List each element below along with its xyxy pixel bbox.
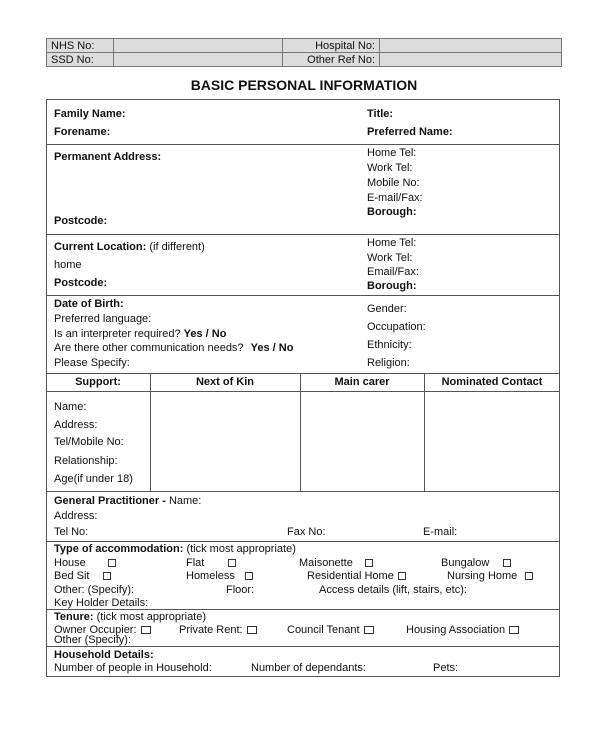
gp-fax-label: Fax No:	[287, 526, 326, 538]
next-of-kin-header: Next of Kin	[195, 376, 255, 388]
gender-label: Gender:	[367, 303, 407, 315]
ethnicity-label: Ethnicity:	[367, 339, 412, 351]
other-ref-no-field[interactable]	[380, 53, 562, 67]
residential-home-label: Residential Home	[307, 570, 394, 582]
current-location-label: Current Location:	[54, 241, 147, 253]
interpreter-question: Is an interpreter required?	[54, 328, 181, 340]
home-label: home	[54, 259, 82, 271]
flat-label: Flat	[186, 557, 205, 569]
nursing-home-label: Nursing Home	[447, 570, 518, 582]
homeless-label: Homeless	[186, 570, 235, 582]
gp-label: General Practitioner -	[54, 495, 166, 507]
maisonette-checkbox[interactable]	[365, 559, 373, 567]
bungalow-checkbox[interactable]	[503, 559, 511, 567]
opt-housing-association[interactable]	[406, 624, 519, 636]
bedsit-label: Bed Sit	[54, 570, 90, 582]
preferred-language-label: Preferred language:	[54, 313, 152, 325]
current-postcode-label: Postcode:	[54, 277, 108, 289]
borough-label: Borough:	[367, 206, 417, 218]
home-tel-label: Home Tel:	[367, 147, 417, 159]
opt-bedsit[interactable]	[54, 570, 111, 582]
occupation-label: Occupation:	[367, 321, 426, 333]
current-work-tel-label: Work Tel:	[367, 252, 413, 264]
ssd-no-field[interactable]	[114, 53, 283, 67]
opt-flat[interactable]	[186, 557, 236, 569]
forename-label: Forename:	[54, 126, 111, 138]
hospital-no-label: Hospital No:	[283, 39, 380, 53]
household-people-label: Number of people in Household:	[54, 662, 212, 674]
homeless-checkbox[interactable]	[245, 572, 253, 580]
support-row-address: Address:	[54, 419, 98, 431]
postcode-label: Postcode:	[54, 215, 108, 227]
council-tenant-label: Council Tenant	[287, 624, 360, 636]
opt-residential-home[interactable]	[307, 570, 406, 582]
please-specify-label: Please Specify:	[54, 357, 130, 369]
owner-occupier-checkbox[interactable]	[141, 626, 151, 634]
other-needs-question: Are there other communication needs?	[54, 342, 244, 354]
if-different-note: (if different)	[149, 241, 205, 253]
opt-maisonette[interactable]	[299, 557, 373, 569]
support-row-name: Name:	[54, 401, 87, 413]
floor-label: Floor:	[226, 584, 255, 596]
hospital-no-field[interactable]	[380, 39, 562, 53]
accommodation-other-label: Other: (Specify):	[54, 584, 135, 596]
current-location-line	[54, 241, 205, 253]
nhs-no-field[interactable]	[114, 39, 283, 53]
other-needs-yes-no[interactable]: Yes / No	[250, 342, 294, 354]
current-email-fax-label: Email/Fax:	[367, 266, 419, 278]
private-rent-checkbox[interactable]	[247, 626, 257, 634]
support-header: Support:	[75, 376, 121, 388]
religion-label: Religion:	[367, 357, 410, 369]
other-ref-no-label: Other Ref No:	[283, 53, 380, 67]
gp-tel-label: Tel No:	[54, 526, 89, 538]
title-label: Title:	[367, 108, 394, 120]
reference-numbers-grid	[46, 38, 562, 67]
mobile-no-label: Mobile No:	[367, 177, 420, 189]
permanent-address-label: Permanent Address:	[54, 151, 162, 163]
opt-private-rent[interactable]	[179, 624, 257, 636]
gp-address-label: Address:	[54, 510, 98, 522]
accommodation-line	[54, 543, 296, 555]
owner-occupier-label: Owner Occupier:	[54, 624, 137, 636]
current-borough-label: Borough:	[367, 280, 417, 292]
residential-home-checkbox[interactable]	[398, 572, 406, 580]
council-tenant-checkbox[interactable]	[364, 626, 374, 634]
house-checkbox[interactable]	[108, 559, 116, 567]
gp-line	[54, 495, 201, 507]
ssd-no-label: SSD No:	[47, 53, 114, 67]
tenure-label: Tenure:	[54, 611, 94, 623]
maisonette-label: Maisonette	[299, 557, 353, 569]
work-tel-label: Work Tel:	[367, 162, 413, 174]
opt-house[interactable]	[54, 557, 116, 569]
nominated-contact-header: Nominated Contact	[441, 376, 543, 388]
other-needs-line	[54, 342, 293, 354]
tenure-note: (tick most appropriate)	[96, 611, 207, 623]
key-holder-label: Key Holder Details:	[54, 597, 149, 609]
gp-email-label: E-mail:	[423, 526, 458, 538]
main-carer-header: Main carer	[334, 376, 390, 388]
current-home-tel-label: Home Tel:	[367, 237, 417, 249]
interpreter-yes-no[interactable]: Yes / No	[183, 328, 227, 340]
house-label: House	[54, 557, 86, 569]
preferred-name-label: Preferred Name:	[367, 126, 453, 138]
opt-council-tenant[interactable]	[287, 624, 374, 636]
household-dependants-label: Number of dependants:	[251, 662, 366, 674]
nhs-no-label: NHS No:	[47, 39, 114, 53]
housing-association-checkbox[interactable]	[509, 626, 519, 634]
household-pets-label: Pets:	[433, 662, 459, 674]
tenure-line	[54, 611, 206, 623]
gp-name-label: Name:	[168, 495, 202, 507]
support-row-age: Age(if under 18)	[54, 473, 133, 485]
support-row-relationship: Relationship:	[54, 455, 118, 467]
email-fax-label: E-mail/Fax:	[367, 192, 423, 204]
housing-association-label: Housing Association	[406, 624, 506, 636]
opt-nursing-home[interactable]	[447, 570, 533, 582]
dob-label: Date of Birth:	[54, 298, 124, 310]
opt-homeless[interactable]	[186, 570, 253, 582]
opt-bungalow[interactable]	[441, 557, 511, 569]
household-label: Household Details:	[54, 649, 154, 661]
bedsit-checkbox[interactable]	[103, 572, 111, 580]
support-row-tel: Tel/Mobile No:	[54, 436, 124, 448]
accommodation-label: Type of accommodation:	[54, 543, 184, 555]
interpreter-line	[54, 328, 226, 340]
private-rent-label: Private Rent:	[179, 624, 243, 636]
nursing-home-checkbox[interactable]	[525, 572, 533, 580]
flat-checkbox[interactable]	[228, 559, 236, 567]
page-title: BASIC PERSONAL INFORMATION	[190, 77, 418, 93]
family-name-label: Family Name:	[54, 108, 126, 120]
tenure-other-label: Other (Specify):	[54, 634, 132, 646]
access-details-label: Access details (lift, stairs, etc):	[319, 584, 467, 596]
accommodation-note: (tick most appropriate)	[186, 543, 296, 555]
bungalow-label: Bungalow	[441, 557, 490, 569]
